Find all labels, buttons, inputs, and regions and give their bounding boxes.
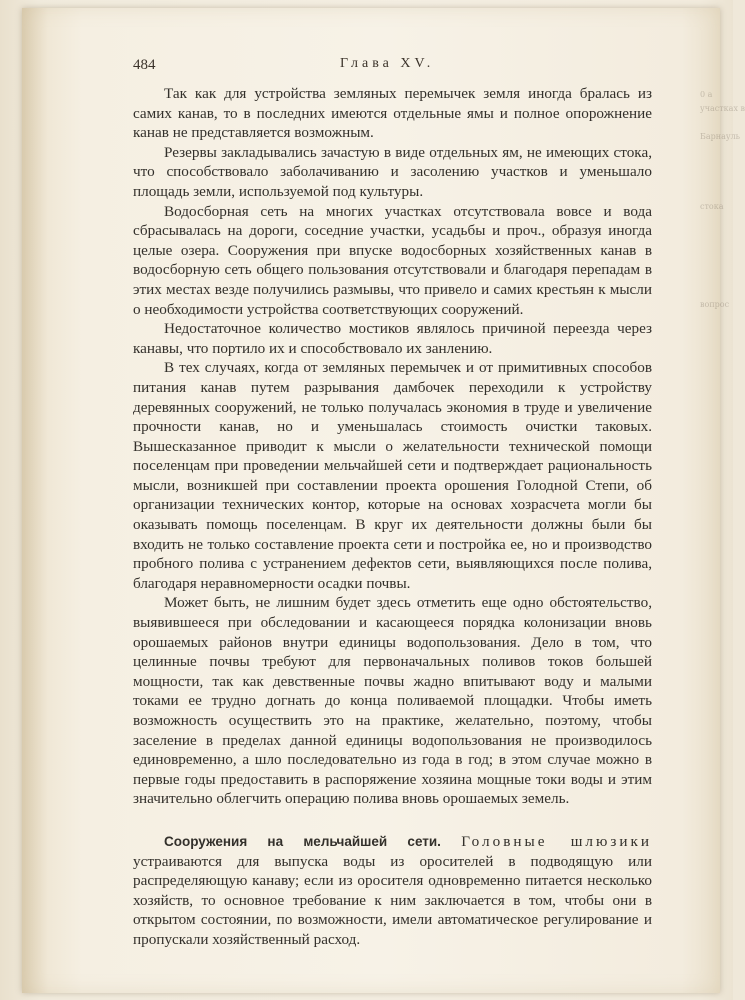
body-text: [133, 84, 652, 950]
page-number: 484: [133, 57, 156, 73]
section-paragraph: [133, 832, 652, 950]
bleed-line: участках в: [700, 104, 745, 113]
chapter-title: Глава XV.: [340, 56, 435, 71]
paragraph: Водосборная сеть на многих участках отсутствовала вовсе и вода сбрасывалась на дороги, соседние участки, усадьбы и проч., образуя иногда целые озера. Сооружения при впуске водосборных хозяйственных канав в водосборную сеть общего пользования отсутствовали и благодаря перепадам в этих местах везде получились размывы, что привело и самих крестьян к мысли о необходимости устройства соответствующих сооружений.: [133, 202, 652, 318]
gutter-shadow: [22, 8, 48, 993]
bleed-through-text: [700, 60, 745, 620]
bleed-line: Барнауль: [700, 132, 741, 141]
paragraph: Резервы закладывались зачастую в виде отдельных ям, не имеющих стока, что способствовало заболачиванию и засолению участков и уменьшало площадь земли, используемой под культуры.: [133, 143, 652, 200]
paragraph: Может быть, не лишним будет здесь отметить еще одно обстоятельство, выявившееся при обследовании и касающееся порядка колонизации вновь орошаемых районов внутри единицы водопользования. Дело в том, что целинные почвы требуют для первоначальных поливов токов большей мощности, так как девственные почвы жадно впитывают воду и малыми токами ее трудно догнать до конца поливаемой площадки. Чтобы иметь возможность осуществить это на практике, желательно, поэтому, чтобы заселение в пределах данной единицы водопользования не производилось единовременно, а шло последовательно из года в год; в этом случае можно в первые годы предоставить в распоряжение хозяина мощные токи воды и этим значительно облегчить операцию полива вновь орошаемых земель.: [133, 594, 652, 808]
paragraph: В тех случаях, когда от земляных перемычек и от примитивных способов питания канав путем разрывания дамбочек переходили к устройству деревянных сооружений, не только получалась экономия в труде и увеличение прочности канав, но и уменьшалась стоимость очистки таковых. Вышесказанное приводит к мысли о желательности технической помощи поселенцам при проведении мельчайшей сети и подтверждает рациональность мысли, возникшей при составлении проекта орошения Голодной Степи, об организации технических контор, которые на основах хозрасчета могли бы оказывать помощь поселенцам. В круг их деятельности должны были бы входить не только составление проекта сети и постройка ее, но и производство пробного полива с устранением дефектов сети, выявляющихся после полива, благодаря неравномерности осадки почвы.: [133, 359, 652, 592]
bleed-line: 0 а: [700, 90, 713, 99]
paragraph: Так как для устройства земляных перемычек земля иногда бралась из самих канав, то в последних имеются отдельные ямы и полное опорожнение канав не представляется возможным.: [133, 85, 652, 142]
paragraph: Недостаточное количество мостиков являлось причиной переезда через канавы, что портило их и способствовало их занлению.: [133, 320, 652, 357]
bleed-line: вопрос: [700, 300, 730, 309]
section-heading: Сооружения на мельчайшей сети.: [164, 833, 441, 849]
section-text: устраиваются для выпуска воды из оросителей в подводящую или распределяющую канаву; если из оросителя одновременно питается несколько хозяйств, то основное требование к ним заключается в том, чтобы они в открытом состоянии, по возможности, имели автоматическое регулирование и пропускали хозяйственный расход.: [133, 852, 652, 948]
section-term: Головные шлюзики: [461, 832, 652, 850]
bleed-line: стока: [700, 202, 724, 211]
